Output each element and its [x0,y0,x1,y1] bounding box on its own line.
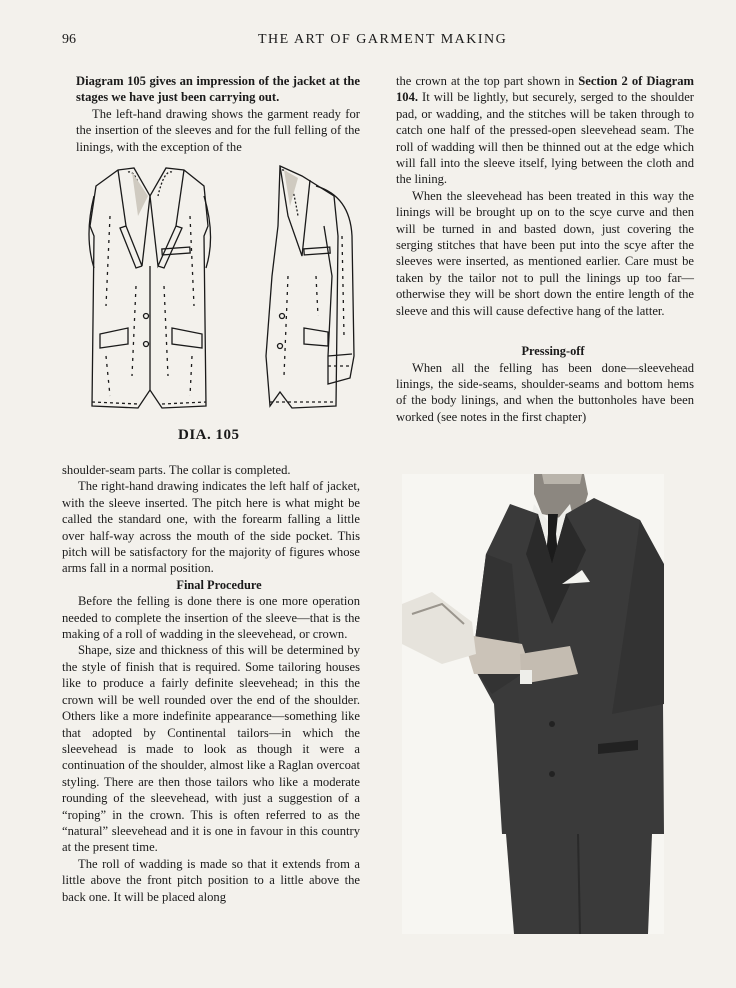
text-run: the crown at the top part shown in [396,74,579,88]
text-run: It will be lightly, but securely, serged to the shoulder pad, or wadding, and the stitches will be taken through to catch one half of the pressed-open sleevehead seam. The roll of wadding will then be thinned out at the edge which will fall into the sleeve itself, lying between the cloth and the lining. [396,90,694,187]
page-header [62,32,696,52]
diagram-reference: Section 2 of Diagram 104. [396,74,694,105]
section-heading-pressing-off: Pressing-off [521,344,585,359]
paragraph: shoulder-seam parts. The collar is completed. [62,463,291,477]
suited-man-photo [402,474,664,934]
section-heading-final-procedure: Final Procedure [176,577,262,592]
left-column-top [76,73,360,155]
page-number: 96 [62,32,76,47]
paragraph: When the sleevehead has been treated in this way the linings will be brought up on to the scye curve and then will be turned in and basted down, just covering the serging stitches that have been put into the scye after the sleeves were inserted, as mentioned earlier. Care must be taken by the tailor not to pull the linings up too far—otherwise they will be short down the entire length of the sleeve and this will cause defective hang of the latter. [396,188,694,318]
diagram-caption: DIA. 105 [178,427,240,443]
right-column [396,73,694,425]
right-jacket-drawing [266,166,354,408]
paragraph: The right-hand drawing indicates the left half of jacket, with the sleeve inserted. The pitch here is what might be called the standard one, with the forearm falling a little over half-way across the mouth of the side pocket. This pitch will be satisfactory for the majority of figures whose arms fall in a normal position. [62,479,360,576]
lead-paragraph: Diagram 105 gives an impression of the jacket at the stages we have just been carrying out. [76,74,360,105]
paragraph: Shape, size and thickness of this will be determined by the style of finish that is required. Some tailoring houses like to produce a fairly definite sleevehead; in this the crown will be well rounded over the end of the shoulder. Others like a more indefinite appearance—something like that adopted by Continental tailors—in which the sleevehead is made to look as though it were a continuation of the shoulder, almost like a Raglan overcoat styling. There are then those tailors who like a moderate rounding of the sleevehead, with just a suggestion of a “roping” in the crown. This is often referred to as the “natural” sleevehead and it is one in favour in this country at the present time. [62,643,360,855]
paragraph [396,73,694,188]
left-column-bottom [62,462,360,905]
running-title: THE ART OF GARMENT MAKING [258,32,508,47]
paragraph: The roll of wadding is made so that it extends from a little above the front pitch position to a little above the back one. It will be placed along [62,856,360,904]
paragraph: Before the felling is done there is one more operation needed to complete the insertion of the sleeve—that is the making of a roll of wadding in the sleevehead, or crown. [62,594,360,642]
jacket-diagram [66,156,366,418]
paragraph: The left-hand drawing shows the garment ready for the insertion of the sleeves and for the full felling of the linings, with the exception of the [76,106,360,154]
left-jacket-drawing [89,168,211,408]
paragraph: When all the felling has been done—sleevehead linings, the side-seams, shoulder-seams and bottom hems of the body linings, and when the buttonholes have been worked (see notes in the first chapter) [396,360,694,424]
